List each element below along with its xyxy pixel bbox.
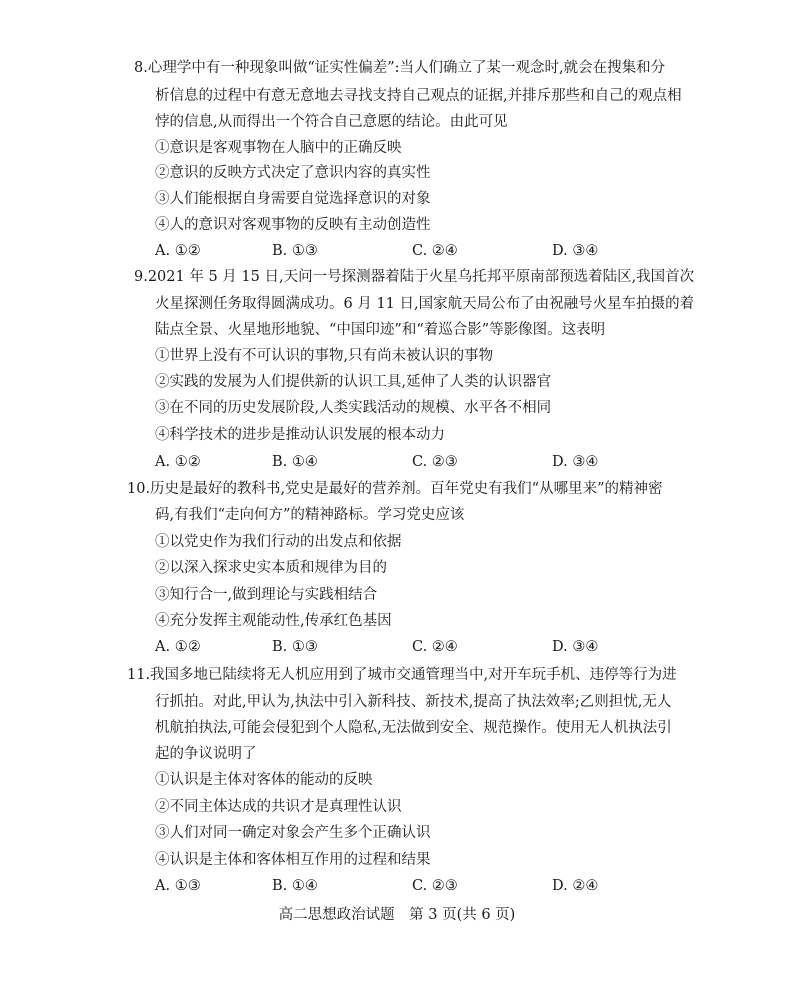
question-11-stem-line-4: 起的争议说明了 bbox=[155, 746, 257, 762]
question-11-option-4: ④认识是主体和客体相互作用的过程和结果 bbox=[155, 852, 431, 868]
question-8-stem-line-1: 8.心理学中有一种现象叫做“证实性偏差”:当人们确立了某一观念时,就会在搜集和分 bbox=[134, 60, 666, 76]
question-8-stem-line-3: 悖的信息,从而得出一个符合自己意愿的结论。由此可见 bbox=[155, 114, 508, 130]
question-10-option-1: ①以党史作为我们行动的出发点和依据 bbox=[155, 534, 402, 550]
question-11-choice-d: D. ②④ bbox=[552, 878, 599, 894]
question-9-choice-d: D. ③④ bbox=[552, 454, 599, 470]
question-11-stem-line-1: 11.我国多地已陆续将无人机应用到了城市交通管理当中,对开车玩手机、违停等行为进 bbox=[127, 667, 677, 683]
question-9-option-4: ④科学技术的进步是推动认识发展的根本动力 bbox=[155, 427, 445, 443]
question-10-option-4: ④充分发挥主观能动性,传承红色基因 bbox=[155, 613, 392, 629]
question-8-choices bbox=[155, 241, 715, 261]
question-8-stem-line-2: 析信息的过程中有意无意地去寻找支持自己观点的证据,并排斥那些和自己的观点相 bbox=[155, 88, 682, 104]
question-11-choice-b: B. ①④ bbox=[272, 878, 318, 894]
question-8-option-3: ③人们能根据自身需要自觉选择意识的对象 bbox=[155, 191, 431, 207]
question-8-option-1: ①意识是客观事物在人脑中的正确反映 bbox=[155, 140, 402, 156]
question-9-option-2: ②实践的发展为人们提供新的认识工具,延伸了人类的认识器官 bbox=[155, 374, 552, 390]
question-11-choice-c: C. ②③ bbox=[412, 878, 458, 894]
question-8-option-4: ④人的意识对客观事物的反映有主动创造性 bbox=[155, 217, 431, 233]
question-8-choice-b: B. ①③ bbox=[272, 243, 318, 259]
question-11-option-2: ②不同主体达成的共识才是真理性认识 bbox=[155, 799, 402, 815]
question-10-stem-line-1: 10.历史是最好的教科书,党史是最好的营养剂。百年党史有我们“从哪里来”的精神密 bbox=[127, 481, 663, 497]
question-8-choice-a: A. ①② bbox=[155, 243, 201, 259]
question-10-choice-d: D. ③④ bbox=[552, 639, 599, 655]
question-9-choice-c: C. ②③ bbox=[412, 454, 458, 470]
question-10-choice-b: B. ①③ bbox=[272, 639, 318, 655]
question-10-choices bbox=[155, 637, 715, 657]
question-9-choices bbox=[155, 452, 715, 472]
question-9-stem-line-1: 9.2021 年 5 月 15 日,天问一号探测器着陆于火星乌托邦平原南部预选着陆区,我国首次 bbox=[134, 269, 695, 285]
question-10-option-2: ②以深入探求史实本质和规律为目的 bbox=[155, 560, 387, 576]
page-footer: 高二思想政治试题 第 3 页(共 6 页) bbox=[278, 907, 516, 923]
question-11-stem-line-3: 机航拍执法,可能会侵犯到个人隐私,无法做到安全、规范操作。使用无人机执法引 bbox=[155, 720, 672, 736]
question-8-choice-c: C. ②④ bbox=[412, 243, 458, 259]
question-8-option-2: ②意识的反映方式决定了意识内容的真实性 bbox=[155, 165, 431, 181]
question-9-stem-line-3: 陆点全景、火星地形地貌、“中国印迹”和“着巡合影”等影像图。这表明 bbox=[155, 322, 606, 338]
question-10-stem-line-2: 码,有我们“走向何方”的精神路标。学习党史应该 bbox=[155, 507, 465, 523]
question-8-choice-d: D. ③④ bbox=[552, 243, 599, 259]
question-9-option-3: ③在不同的历史发展阶段,人类实践活动的规模、水平各不相同 bbox=[155, 400, 552, 416]
question-11-stem-line-2: 行抓拍。对此,甲认为,执法中引入新科技、新技术,提高了执法效率;乙则担忧,无人 bbox=[155, 694, 672, 710]
question-9-option-1: ①世界上没有不可认识的事物,只有尚未被认识的事物 bbox=[155, 348, 494, 364]
question-9-choice-b: B. ①④ bbox=[272, 454, 318, 470]
question-11-option-3: ③人们对同一确定对象会产生多个正确认识 bbox=[155, 825, 431, 841]
question-10-option-3: ③知行合一,做到理论与实践相结合 bbox=[155, 587, 378, 603]
question-11-option-1: ①认识是主体对客体的能动的反映 bbox=[155, 772, 373, 788]
question-11-choices bbox=[155, 876, 715, 896]
question-9-choice-a: A. ①② bbox=[155, 454, 201, 470]
question-9-stem-line-2: 火星探测任务取得圆满成功。6 月 11 日,国家航天局公布了由祝融号火星车拍摄的着 bbox=[155, 296, 695, 312]
question-11-choice-a: A. ①③ bbox=[155, 878, 201, 894]
question-10-choice-a: A. ①② bbox=[155, 639, 201, 655]
question-10-choice-c: C. ②④ bbox=[412, 639, 458, 655]
